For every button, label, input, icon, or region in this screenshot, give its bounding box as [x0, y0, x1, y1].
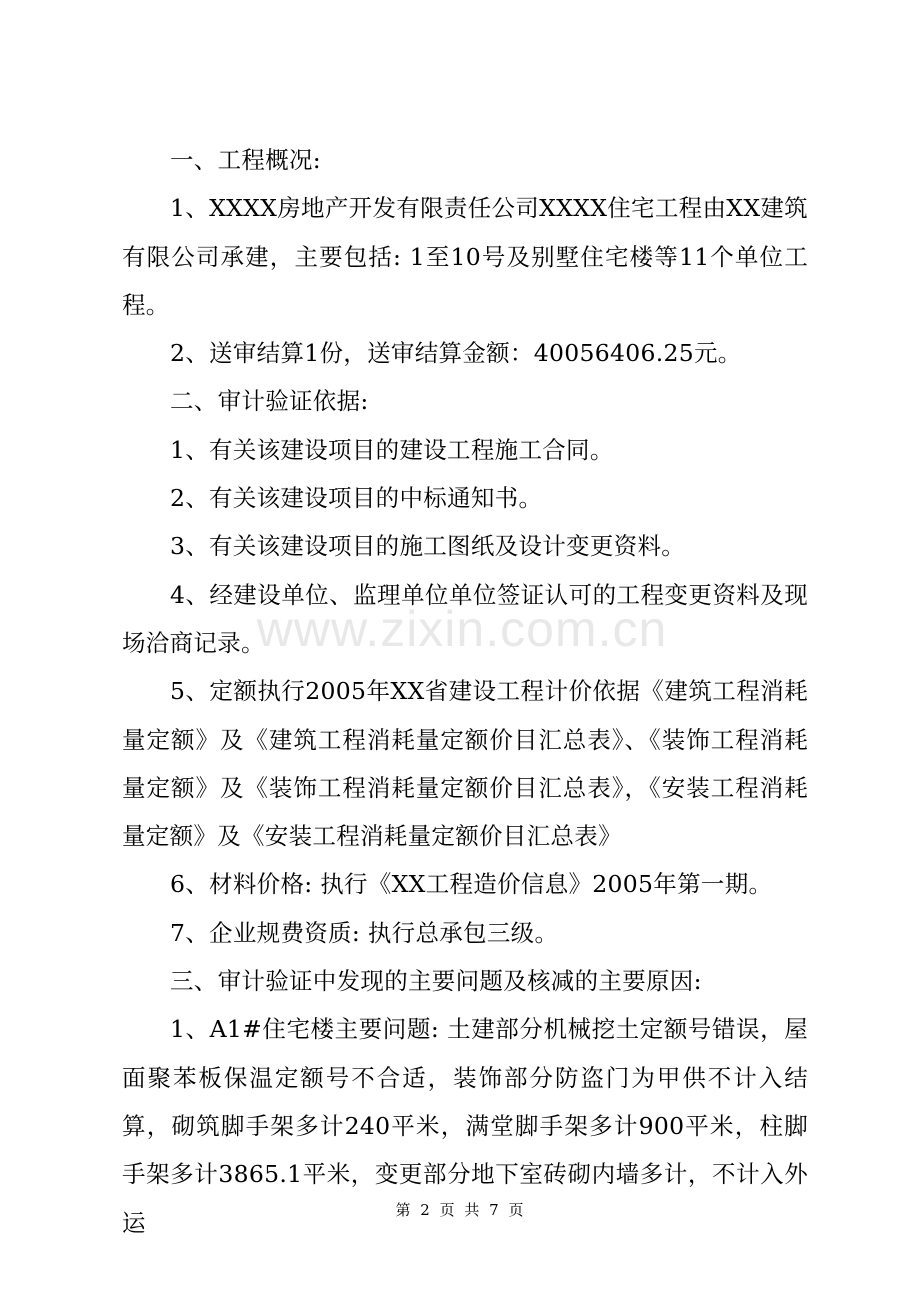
document-body: [122, 136, 808, 1247]
paragraph: 7、企业规费资质: 执行总承包三级。: [170, 918, 559, 947]
paragraph: 二、审计验证依据:: [170, 387, 369, 416]
paragraph: 4、经建设单位、监理单位单位签证认可的工程变更资料及现场洽商记录。: [122, 580, 808, 657]
paragraph: 1、XXXX房地产开发有限责任公司XXXX住宅工程由XX建筑有限公司承建，主要包括: 1至10号及别墅住宅楼等11个单位工程。: [122, 194, 808, 319]
watermark: www.zixin.com.cn: [256, 601, 668, 657]
paragraph: 一、工程概况:: [170, 146, 322, 174]
paragraph: 2、送审结算1份，送审结算金额：40056406.25元。: [170, 339, 742, 368]
page-footer: 第 2 页 共 7 页: [395, 1201, 525, 1219]
paragraph: 2、有关该建设项目的中标通知书。: [170, 484, 543, 513]
paragraph: 1、有关该建设项目的建设工程施工合同。: [170, 435, 614, 464]
paragraph: 1、A1#住宅楼主要问题: 土建部分机械挖土定额号错误，屋面聚苯板保温定额号不合适，装饰部分防盗门为甲供不计入结算，砌筑脚手架多计240平米，满堂脚手架多计900平米，柱脚手架多计3865.1平米，变更部分地下室砖砌内墙多计，不计入外运: [122, 1015, 808, 1237]
paragraph: 3、有关该建设项目的施工图纸及设计变更资料。: [170, 532, 686, 561]
paragraph: 5、定额执行2005年XX省建设工程计价依据《建筑工程消耗量定额》及《建筑工程消耗量定额价目汇总表》、《装饰工程消耗量定额》及《装饰工程消耗量定额价目汇总表》，《安装工程消耗量定额》及《安装工程消耗量定额价目汇总表》: [122, 677, 808, 851]
paragraph: 三、审计验证中发现的主要问题及核减的主要原因:: [170, 967, 702, 996]
paragraph: 6、材料价格: 执行《XX工程造价信息》2005年第一期。: [170, 870, 773, 899]
